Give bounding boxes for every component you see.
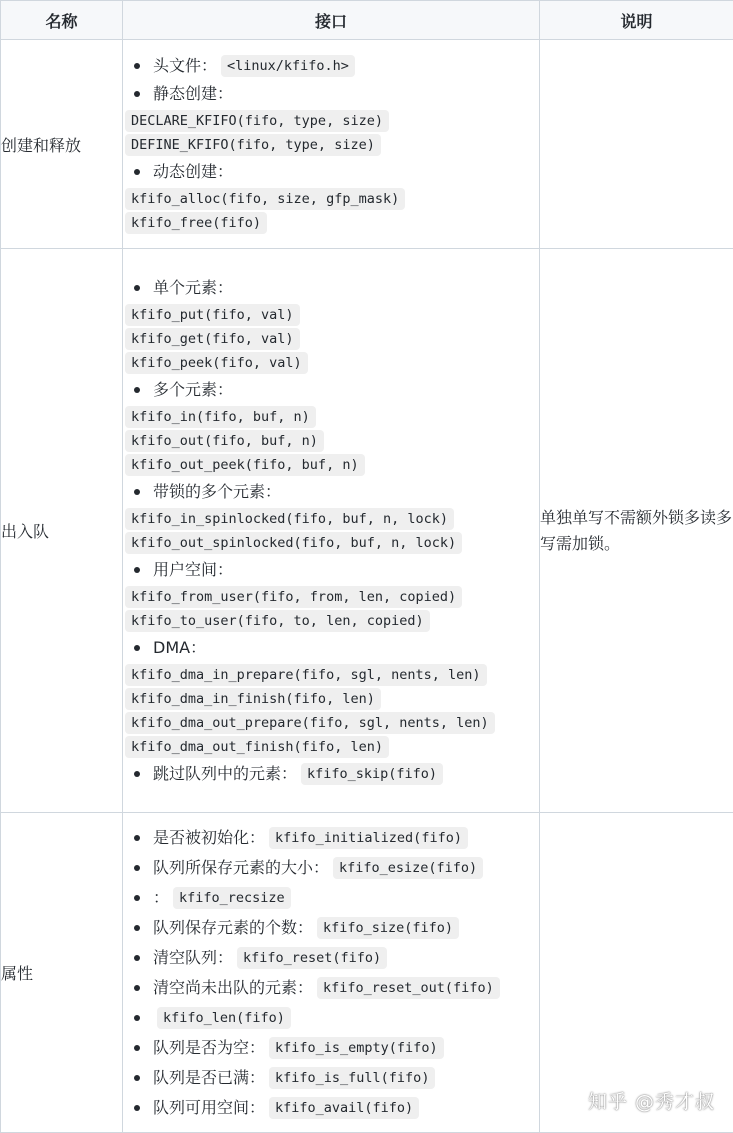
item-label: 动态创建： — [153, 161, 233, 183]
row-interface — [123, 249, 540, 813]
list-item — [123, 883, 539, 913]
code-snippet: kfifo_is_full(fifo) — [269, 1067, 435, 1089]
code-snippet: kfifo_out(fifo, buf, n) — [125, 430, 324, 452]
item-label: 队列是否为空： — [153, 1037, 265, 1059]
header-name: 名称 — [1, 1, 123, 40]
item-label: 跳过队列中的元素： — [153, 763, 297, 785]
item-label: DMA： — [153, 637, 206, 659]
item-label: 队列是否已满： — [153, 1067, 265, 1089]
item-label: 是否被初始化： — [153, 827, 265, 849]
list-item — [123, 376, 539, 476]
item-label: 队列可用空间： — [153, 1097, 265, 1119]
code-snippet: kfifo_recsize — [173, 887, 291, 909]
list-item — [123, 943, 539, 973]
list-item — [123, 760, 539, 788]
code-snippet: kfifo_is_empty(fifo) — [269, 1037, 444, 1059]
code-snippet: kfifo_in_spinlocked(fifo, buf, n, lock) — [125, 508, 454, 530]
list-item — [123, 1003, 539, 1033]
row-interface — [123, 813, 540, 1133]
code-snippet: kfifo_dma_in_finish(fifo, len) — [125, 688, 381, 710]
code-snippet: kfifo_alloc(fifo, size, gfp_mask) — [125, 188, 405, 210]
item-label: 清空尚未出队的元素： — [153, 977, 313, 999]
table-row — [1, 813, 733, 1133]
item-label: 单个元素： — [153, 277, 233, 299]
code-snippet: kfifo_to_user(fifo, to, len, copied) — [125, 610, 430, 632]
item-label: 带锁的多个元素： — [153, 481, 281, 503]
row-description: 单独单写不需额外锁多读多写需加锁。 — [540, 249, 733, 813]
table-row — [1, 249, 733, 813]
list-item — [123, 556, 539, 632]
list-item — [123, 158, 539, 234]
table-row — [1, 40, 733, 249]
code-snippet: kfifo_reset_out(fifo) — [317, 977, 500, 999]
code-snippet: kfifo_dma_in_prepare(fifo, sgl, nents, len) — [125, 664, 487, 686]
item-label: 多个元素： — [153, 379, 233, 401]
code-snippet: DEFINE_KFIFO(fifo, type, size) — [125, 134, 381, 156]
table-header-row — [1, 1, 733, 40]
code-snippet: kfifo_from_user(fifo, from, len, copied) — [125, 586, 462, 608]
list-item — [123, 973, 539, 1003]
code-snippet: DECLARE_KFIFO(fifo, type, size) — [125, 110, 389, 132]
code-snippet: kfifo_in(fifo, buf, n) — [125, 406, 316, 428]
code-snippet: kfifo_put(fifo, val) — [125, 304, 300, 326]
code-snippet: kfifo_len(fifo) — [157, 1007, 291, 1029]
row-description — [540, 40, 733, 249]
code-snippet: kfifo_out_spinlocked(fifo, buf, n, lock) — [125, 532, 462, 554]
code-snippet: kfifo_free(fifo) — [125, 212, 267, 234]
row-description — [540, 813, 733, 1133]
item-label: 清空队列： — [153, 947, 233, 969]
list-item — [123, 853, 539, 883]
watermark: 知乎 @秀才叔 — [588, 1087, 715, 1114]
item-label: 用户空间： — [153, 559, 233, 581]
code-snippet: kfifo_size(fifo) — [317, 917, 459, 939]
row-name: 属性 — [1, 813, 123, 1133]
list-item — [123, 823, 539, 853]
list-item — [123, 1063, 539, 1093]
header-interface: 接口 — [123, 1, 540, 40]
row-interface — [123, 40, 540, 249]
code-snippet: kfifo_esize(fifo) — [333, 857, 483, 879]
item-label: 静态创建： — [153, 83, 233, 105]
code-snippet: kfifo_dma_out_prepare(fifo, sgl, nents, len) — [125, 712, 495, 734]
code-snippet: kfifo_initialized(fifo) — [269, 827, 468, 849]
item-label: ： — [153, 887, 169, 909]
code-snippet: kfifo_peek(fifo, val) — [125, 352, 308, 374]
list-item — [123, 1033, 539, 1063]
list-item — [123, 478, 539, 554]
row-name: 创建和释放 — [1, 40, 123, 249]
code-snippet: kfifo_reset(fifo) — [237, 947, 387, 969]
code-snippet: kfifo_dma_out_finish(fifo, len) — [125, 736, 389, 758]
list-item — [123, 80, 539, 156]
list-item — [123, 274, 539, 374]
list-item — [123, 52, 539, 80]
list-item — [123, 1093, 539, 1123]
code-snippet: kfifo_get(fifo, val) — [125, 328, 300, 350]
header-description: 说明 — [540, 1, 733, 40]
item-label: 队列所保存元素的大小： — [153, 857, 329, 879]
item-label: 队列保存元素的个数： — [153, 917, 313, 939]
row-name: 出入队 — [1, 249, 123, 813]
code-snippet: kfifo_skip(fifo) — [301, 763, 443, 785]
list-item — [123, 634, 539, 758]
item-label: 头文件： — [153, 55, 217, 77]
code-snippet: <linux/kfifo.h> — [221, 55, 355, 77]
code-snippet: kfifo_avail(fifo) — [269, 1097, 419, 1119]
code-snippet: kfifo_out_peek(fifo, buf, n) — [125, 454, 365, 476]
list-item — [123, 913, 539, 943]
